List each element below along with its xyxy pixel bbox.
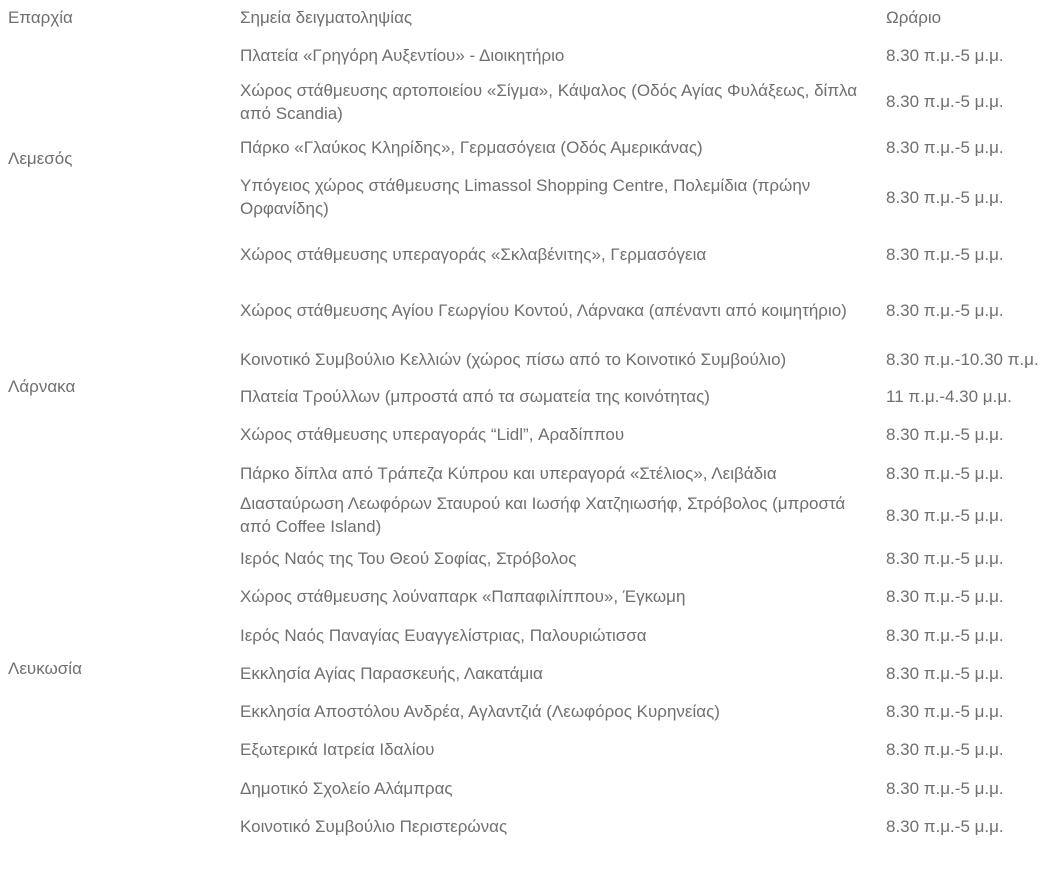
district-cell: Λάρνακα <box>8 376 76 396</box>
hours-cell: 8.30 π.μ.-5 μ.μ. <box>886 702 1004 721</box>
hours-cell: 11 π.μ.-4.30 μ.μ. <box>886 387 1012 406</box>
hours-cell: 8.30 π.μ.-10.30 π.μ. <box>886 349 1039 369</box>
hours-cell: 8.30 π.μ.-5 μ.μ. <box>886 664 1004 683</box>
location-cell: Χώρος στάθμευσης λούναπαρκ «Παπαφιλίππου», Έγκωμη <box>240 587 686 606</box>
location-cell: Υπόγειος χώρος στάθμευσης Limassol Shopping Centre, Πολεμίδια (πρώην Ορφανίδης) <box>240 176 811 218</box>
district-cell: Λευκωσία <box>8 659 82 678</box>
hours-cell: 8.30 π.μ.-5 μ.μ. <box>886 244 1004 264</box>
header-hours: Ωράριο <box>886 8 942 27</box>
table-header <box>0 0 1059 36</box>
location-cell: Χώρος στάθμευσης υπεραγοράς «Σκλαβένιτης», Γερμασόγεια <box>240 244 707 264</box>
location-cell: Χώρος στάθμευσης αρτοποιείου «Σίγμα», Κάψαλος (Οδός Αγίας Φυλάξεως, δίπλα από Scandia) <box>240 80 858 123</box>
location-cell: Διασταύρωση Λεωφόρων Σταυρού και Ιωσήφ Χατζηιωσήφ, Στρόβολος (μπροστά από Coffee Island) <box>240 494 846 536</box>
hours-cell: 8.30 π.μ.-5 μ.μ. <box>886 625 1004 645</box>
hours-cell: 8.30 π.μ.-5 μ.μ. <box>886 187 1004 207</box>
location-cell: Εκκλησία Αποστόλου Ανδρέα, Αγλαντζιά (Λεωφόρος Κυρηνείας) <box>240 702 720 721</box>
hours-cell: 8.30 π.μ.-5 μ.μ. <box>886 300 1004 320</box>
table-row <box>0 492 1059 538</box>
hours-cell: 8.30 π.μ.-5 μ.μ. <box>886 817 1004 836</box>
location-cell: Πάρκο δίπλα από Τράπεζα Κύπρου και υπεραγορά «Στέλιος», Λειβάδια <box>240 463 777 483</box>
header-district: Επαρχία <box>8 8 73 27</box>
location-cell: Ιερός Ναός Παναγίας Ευαγγελίστριας, Παλουριώτισσα <box>240 625 647 645</box>
hours-cell: 8.30 π.μ.-5 μ.μ. <box>886 587 1004 606</box>
hours-cell: 8.30 π.μ.-5 μ.μ. <box>886 778 1004 798</box>
hours-cell: 8.30 π.μ.-5 μ.μ. <box>886 505 1004 525</box>
location-cell: Κοινοτικό Συμβούλιο Περιστερώνας <box>240 817 508 836</box>
hours-cell: 8.30 π.μ.-5 μ.μ. <box>886 548 1004 568</box>
location-cell: Πλατεία «Γρηγόρη Αυξεντίου» - Διοικητήριο <box>240 46 565 65</box>
header-row <box>0 0 1059 36</box>
location-cell: Κοινοτικό Συμβούλιο Κελλιών (χώρος πίσω από το Κοινοτικό Συμβούλιο) <box>240 349 787 369</box>
table-row <box>0 280 1059 340</box>
hours-cell: 8.30 π.μ.-5 μ.μ. <box>886 92 1004 111</box>
table-body <box>0 36 1059 845</box>
location-cell: Πάρκο «Γλαύκος Κληρίδης», Γερμασόγεια (Οδός Αμερικάνας) <box>240 137 703 157</box>
hours-cell: 8.30 π.μ.-5 μ.μ. <box>886 463 1004 483</box>
header-location: Σημεία δειγματοληψίας <box>240 8 413 27</box>
location-cell: Εκκλησία Αγίας Παρασκευής, Λακατάμια <box>240 664 543 683</box>
hours-cell: 8.30 π.μ.-5 μ.μ. <box>886 137 1004 157</box>
hours-cell: 8.30 π.μ.-5 μ.μ. <box>886 740 1004 759</box>
location-cell: Δημοτικό Σχολείο Αλάμπρας <box>240 778 453 798</box>
location-cell: Εξωτερικά Ιατρεία Ιδαλίου <box>240 740 435 759</box>
hours-cell: 8.30 π.μ.-5 μ.μ. <box>886 46 1004 65</box>
table-row <box>0 36 1059 75</box>
location-cell: Χώρος στάθμευσης Αγίου Γεωργίου Κοντού, Λάρνακα (απέναντι από κοιμητήριο) <box>240 300 847 320</box>
hours-cell: 8.30 π.μ.-5 μ.μ. <box>886 425 1004 444</box>
location-cell: Χώρος στάθμευσης υπεραγοράς “Lidl”, Αραδίππου <box>240 425 625 444</box>
district-cell: Λεμεσός <box>8 148 73 168</box>
location-cell: Ιερός Ναός της Του Θεού Σοφίας, Στρόβολος <box>240 548 577 568</box>
location-cell: Πλατεία Τρούλλων (μπροστά από τα σωματεία της κοινότητας) <box>240 387 710 406</box>
